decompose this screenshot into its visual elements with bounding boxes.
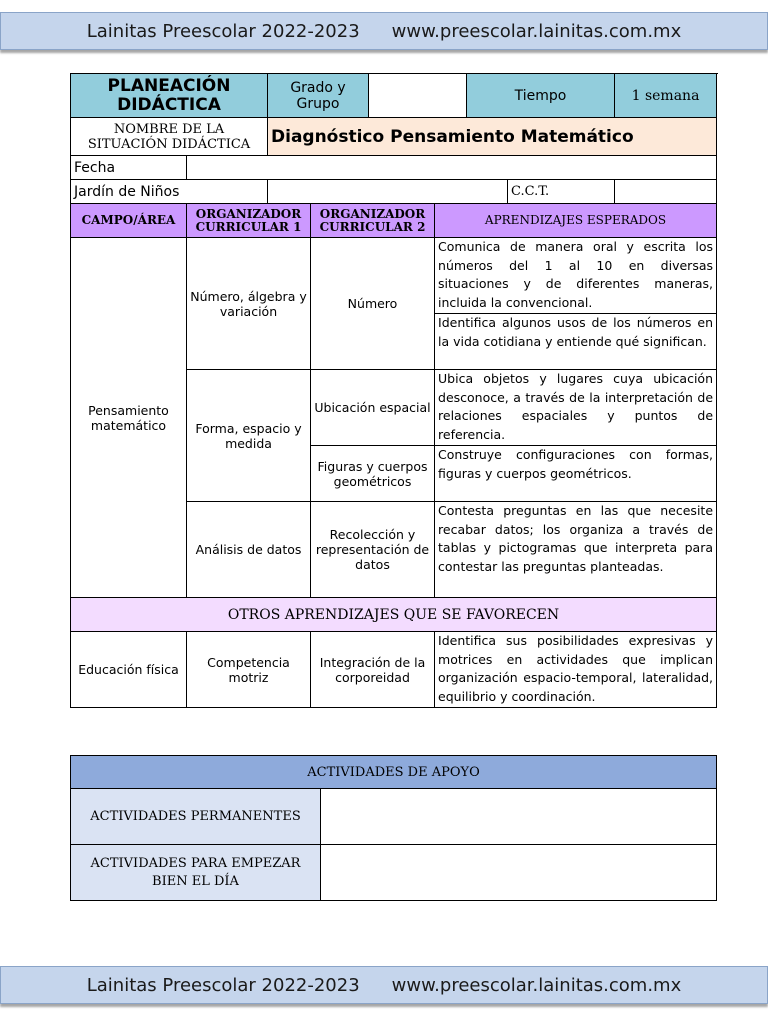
col-organizador-1: ORGANIZADOR CURRICULAR 1 — [187, 204, 311, 238]
tiempo-value[interactable]: 1 semana — [615, 74, 717, 118]
tiempo-label: Tiempo — [467, 74, 615, 118]
actividades-empezar-dia-field[interactable] — [321, 845, 717, 901]
col-campo-area: CAMPO/ÁREA — [71, 204, 187, 238]
actividades-apoyo-title: ACTIVIDADES DE APOYO — [71, 756, 717, 789]
col-organizador-2: ORGANIZADOR CURRICULAR 2 — [311, 204, 435, 238]
bottom-banner — [0, 966, 768, 1004]
banner-website: www.preescolar.lainitas.com.mx — [391, 974, 682, 996]
otros-aprendizajes-title: OTROS APRENDIZAJES QUE SE FAVORECEN — [71, 598, 717, 632]
col-aprendizajes: APRENDIZAJES ESPERADOS — [435, 204, 717, 238]
jardin-field[interactable] — [268, 180, 508, 204]
org1-competencia-motriz: Competencia motriz — [187, 632, 311, 708]
aprendizaje-numero-1: Comunica de manera oral y escrita los números del 1 al 10 en diversas situaciones y de diferentes maneras, incluida la convencional. — [435, 238, 717, 314]
campo-educacion-fisica: Educación física — [71, 632, 187, 708]
fecha-field[interactable] — [187, 156, 717, 180]
org2-corporeidad: Integración de la corporeidad — [311, 632, 435, 708]
actividades-empezar-dia-label: ACTIVIDADES PARA EMPEZAR BIEN EL DÍA — [71, 845, 321, 901]
situacion-name[interactable]: Diagnóstico Pensamiento Matemático — [268, 118, 717, 156]
cct-label: C.C.T. — [508, 180, 615, 204]
planeacion-table — [70, 73, 717, 708]
actividades-permanentes-label: ACTIVIDADES PERMANENTES — [71, 789, 321, 845]
aprendizaje-figuras: Construye configuraciones con formas, figuras y cuerpos geométricos. — [435, 446, 717, 502]
org1-analisis-datos: Análisis de datos — [187, 502, 311, 598]
actividades-permanentes-field[interactable] — [321, 789, 717, 845]
grado-grupo-label: Grado y Grupo — [268, 74, 369, 118]
grado-grupo-field[interactable] — [369, 74, 467, 118]
org2-recoleccion-datos: Recolección y representación de datos — [311, 502, 435, 598]
org2-ubicacion-espacial: Ubicación espacial — [311, 370, 435, 446]
banner-brand: Lainitas Preescolar 2022-2023 — [86, 974, 360, 996]
campo-pensamiento-matematico: Pensamiento matemático — [71, 238, 187, 598]
top-banner — [0, 12, 768, 50]
org2-numero: Número — [311, 238, 435, 370]
org1-numero-algebra: Número, álgebra y variación — [187, 238, 311, 370]
org2-figuras-cuerpos: Figuras y cuerpos geométricos — [311, 446, 435, 502]
planeacion-title: PLANEACIÓN DIDÁCTICA — [71, 74, 268, 118]
situacion-label: NOMBRE DE LA SITUACIÓN DIDÁCTICA — [71, 118, 268, 156]
aprendizaje-analisis: Contesta preguntas en las que necesite recabar datos; los organiza a través de tablas y pictogramas que interpreta para contestar las preguntas planteadas. — [435, 502, 717, 598]
banner-website: www.preescolar.lainitas.com.mx — [391, 20, 682, 42]
cct-field[interactable] — [615, 180, 717, 204]
aprendizaje-ubicacion: Ubica objetos y lugares cuya ubicación desconoce, a través de la interpretación de relaciones espaciales y puntos de referencia. — [435, 370, 717, 446]
fecha-label: Fecha — [71, 156, 187, 180]
org1-forma-espacio: Forma, espacio y medida — [187, 370, 311, 502]
actividades-apoyo-table — [70, 755, 717, 901]
jardin-label: Jardín de Niños — [71, 180, 268, 204]
banner-brand: Lainitas Preescolar 2022-2023 — [86, 20, 360, 42]
aprendizaje-educacion-fisica: Identifica sus posibilidades expresivas y motrices en actividades que implican organización espacio-temporal, lateralidad, equilibrio y coordinación. — [435, 632, 717, 708]
aprendizaje-numero-2: Identifica algunos usos de los números en la vida cotidiana y entiende qué significan. — [435, 314, 717, 370]
